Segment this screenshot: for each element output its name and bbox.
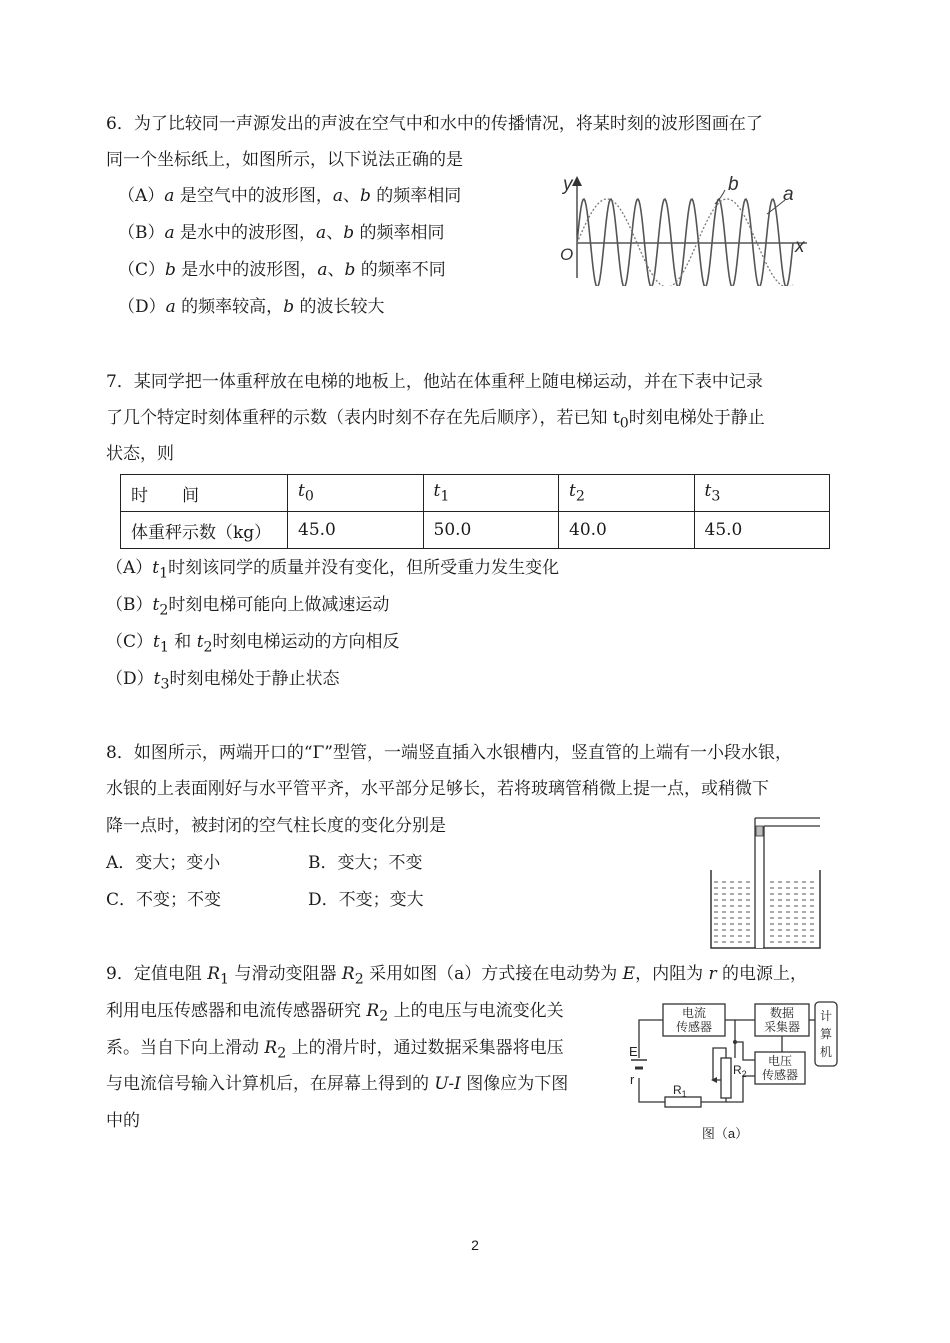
q6-wave-figure xyxy=(555,168,815,286)
collector-label-2: 采集器 xyxy=(763,1020,801,1034)
q6-option-d: （D）a 的频率较高，b 的波长较大 xyxy=(118,297,385,317)
internal-resistance-label: r xyxy=(630,1072,635,1087)
q6-option-c: （C）b 是水中的波形图，a、b 的频率不同 xyxy=(118,260,446,280)
q9-stem-line5: 中的 xyxy=(106,1111,140,1131)
tube-interior xyxy=(756,874,763,948)
q7-option-b: $(B)t_2$时刻电梯可能向上做减速运动 xyxy=(106,595,390,619)
junction-dot xyxy=(733,1040,737,1044)
q7-stem-line3: 状态，则 xyxy=(106,444,174,464)
q6-option-a: （A）a 是空气中的波形图，a、b 的频率相同 xyxy=(118,186,462,206)
wire-left-top xyxy=(639,1020,663,1058)
x-label: x xyxy=(795,236,805,257)
q8-option-c: C．不变；不变 xyxy=(106,890,222,910)
q8-option-a: A．变大；变小 xyxy=(106,853,221,873)
collector-label-1: 数据 xyxy=(769,1006,795,1020)
q8-stem-line3: 降一点时，被封闭的空气柱长度的变化分别是 xyxy=(106,816,446,836)
page-number: 2 xyxy=(471,1237,479,1253)
reading-t3: 45.0 xyxy=(694,512,830,549)
q9-stem-line1: 9．定值电阻 $R_1$ 与滑动变阻器 $R_2$ 采用如图（a）方式接在电动势为 E，内阻为 r 的电源上， xyxy=(106,964,808,988)
q8-tube-figure xyxy=(708,812,823,952)
r2-resistor xyxy=(721,1058,731,1098)
q9-stem-line3: 系。当自下向上滑动 $R_2$ 上的滑片时，通过数据采集器将电压 xyxy=(106,1038,564,1062)
time-header: 时 间 xyxy=(121,475,288,512)
table-row xyxy=(121,475,830,512)
wire-voltage-top xyxy=(735,1042,755,1060)
q9-stem-line4: 与电流信号输入计算机后，在屏幕上得到的 U-I 图像应为下图 xyxy=(106,1074,569,1094)
computer-label-1: 计 xyxy=(819,1009,833,1023)
reading-header: 体重秤示数（kg） xyxy=(121,512,288,549)
y-label: y xyxy=(563,174,573,195)
q7-option-a: $(A)t_1$时刻该同学的质量并没有变化，但所受重力发生变化 xyxy=(106,558,560,582)
voltage-sensor-label-2: 传感器 xyxy=(761,1068,799,1082)
current-sensor-label-2: 传感器 xyxy=(675,1020,713,1034)
q9-stem-line2: 利用电压传感器和电流传感器研究 $R_2$ 上的电压与电流变化关 xyxy=(106,1001,564,1025)
q8-option-d: D．不变；变大 xyxy=(308,890,424,910)
q7-stem-line1: 7．某同学把一体重秤放在电梯的地板上，他站在体重秤上随电梯运动，并在下表中记录 xyxy=(106,372,763,392)
origin-label: O xyxy=(560,245,574,264)
q8-stem-line2: 水银的上表面刚好与水平管平齐，水平部分足够长，若将玻璃管稍微上提一点，或稍微下 xyxy=(106,779,769,799)
reading-t2: 40.0 xyxy=(559,512,695,549)
table-row xyxy=(121,512,830,549)
r1-label: $R_1$ xyxy=(673,1083,687,1099)
wave-a-label: a xyxy=(783,184,794,205)
wire-slider xyxy=(713,1048,726,1080)
q6-stem-line2: 同一个坐标纸上，如图所示，以下说法正确的是 xyxy=(106,150,463,170)
computer-label-2: 算 xyxy=(819,1027,833,1041)
time-t1: $t_1$ xyxy=(423,475,559,512)
time-t3: $t_3$ xyxy=(694,475,830,512)
q7-option-d: $(D)t_3$时刻电梯处于静止状态 xyxy=(106,669,340,693)
slider-arrow xyxy=(711,1077,717,1083)
q8-option-b: B．变大；不变 xyxy=(308,853,423,873)
q6-stem-line1: 6．为了比较同一声源发出的声波在空气中和水中的传播情况，将某时刻的波形图画在了 xyxy=(106,114,763,134)
y-axis-arrow xyxy=(572,176,582,186)
q8-stem-line1: 8．如图所示，两端开口的“Γ”型管，一端竖直插入水银槽内，竖直管的上端有一小段水银， xyxy=(106,743,792,763)
wire-left-bottom xyxy=(639,1078,665,1102)
q7-stem-line2: 了几个特定时刻体重秤的示数（表内时刻不存在先后顺序），若已知 $t_0$时刻电梯处于静止 xyxy=(106,408,765,432)
wave-b-label: b xyxy=(728,174,739,195)
r2-label: $R_2$ xyxy=(733,1063,747,1079)
time-t2: $t_2$ xyxy=(559,475,695,512)
time-t0: $t_0$ xyxy=(288,475,424,512)
q7-option-c: $(C)t_1$ 和 $t_2$时刻电梯运动的方向相反 xyxy=(106,632,400,656)
emf-label: E xyxy=(629,1044,638,1059)
current-sensor-label-1: 电流 xyxy=(681,1006,707,1020)
q9-circuit-figure xyxy=(625,998,845,1146)
voltage-sensor-label-1: 电压 xyxy=(767,1054,793,1068)
q6-option-b: （B）a 是水中的波形图，a、b 的频率相同 xyxy=(118,223,445,243)
reading-t0: 45.0 xyxy=(288,512,424,549)
computer-label-3: 机 xyxy=(819,1045,833,1059)
reading-t1: 50.0 xyxy=(423,512,559,549)
q7-record-table xyxy=(120,474,830,549)
mercury-plug xyxy=(756,826,763,836)
figure-caption: 图（a） xyxy=(701,1126,749,1141)
